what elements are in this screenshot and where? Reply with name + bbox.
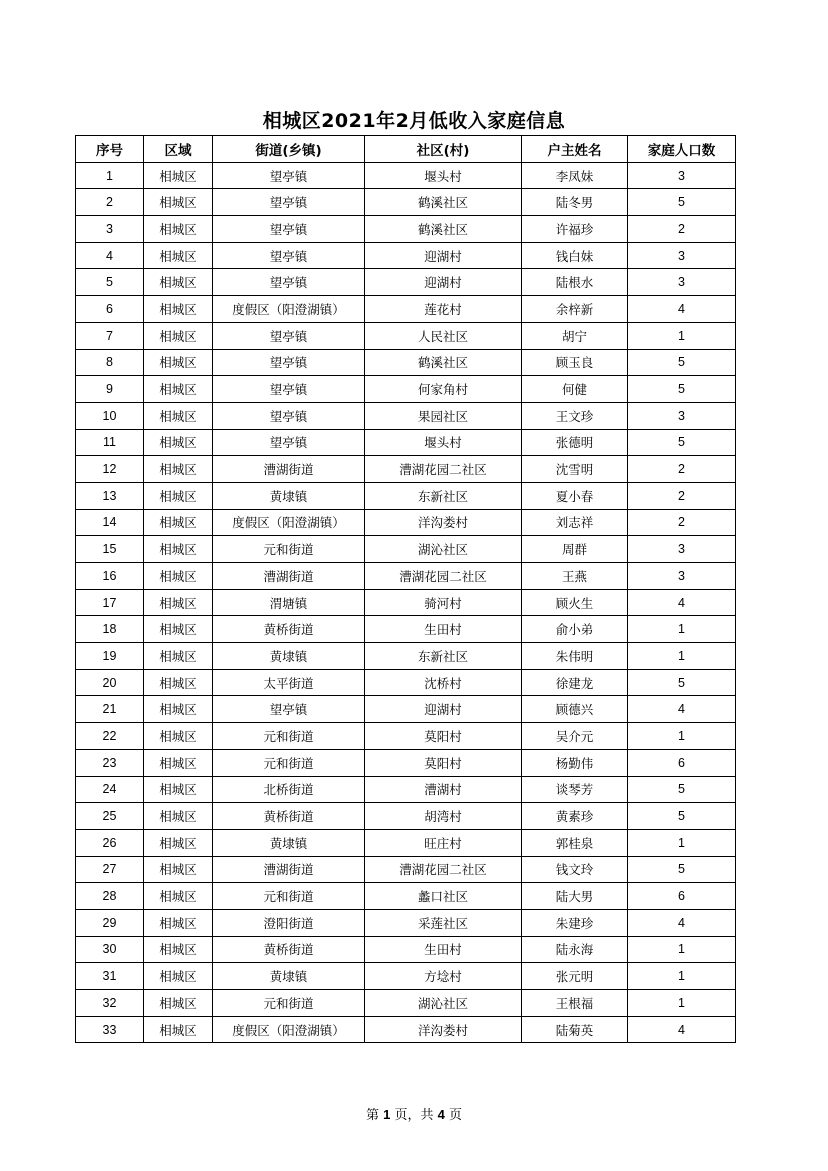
cell-street: 北桥街道 — [213, 776, 365, 803]
cell-index: 16 — [76, 563, 144, 590]
cell-district: 相城区 — [144, 349, 213, 376]
cell-family-size: 3 — [628, 563, 736, 590]
cell-district: 相城区 — [144, 723, 213, 750]
cell-family-size: 1 — [628, 963, 736, 990]
cell-district: 相城区 — [144, 376, 213, 403]
cell-family-size: 1 — [628, 616, 736, 643]
cell-street: 元和街道 — [213, 749, 365, 776]
table-row — [76, 456, 736, 483]
cell-district: 相城区 — [144, 242, 213, 269]
cell-householder: 张元明 — [522, 963, 628, 990]
table-row — [76, 696, 736, 723]
header-street: 街道(乡镇) — [213, 136, 365, 163]
cell-community: 湖沁社区 — [365, 536, 522, 563]
table-row — [76, 269, 736, 296]
cell-family-size: 2 — [628, 456, 736, 483]
cell-district: 相城区 — [144, 936, 213, 963]
cell-family-size: 1 — [628, 723, 736, 750]
cell-family-size: 5 — [628, 669, 736, 696]
cell-householder: 朱伟明 — [522, 643, 628, 670]
cell-index: 4 — [76, 242, 144, 269]
cell-index: 20 — [76, 669, 144, 696]
cell-street: 澄阳街道 — [213, 909, 365, 936]
cell-family-size: 6 — [628, 749, 736, 776]
cell-family-size: 3 — [628, 269, 736, 296]
household-table — [75, 135, 736, 1043]
table-row — [76, 776, 736, 803]
cell-district: 相城区 — [144, 429, 213, 456]
cell-family-size: 2 — [628, 216, 736, 243]
table-row — [76, 162, 736, 189]
cell-family-size: 5 — [628, 776, 736, 803]
cell-family-size: 4 — [628, 296, 736, 323]
cell-district: 相城区 — [144, 963, 213, 990]
cell-householder: 许福珍 — [522, 216, 628, 243]
cell-street: 渭塘镇 — [213, 589, 365, 616]
cell-householder: 夏小春 — [522, 482, 628, 509]
cell-family-size: 5 — [628, 803, 736, 830]
cell-family-size: 1 — [628, 829, 736, 856]
cell-householder: 陆冬男 — [522, 189, 628, 216]
cell-householder: 王根福 — [522, 990, 628, 1017]
cell-householder: 何健 — [522, 376, 628, 403]
cell-community: 鹤溪社区 — [365, 189, 522, 216]
cell-family-size: 3 — [628, 402, 736, 429]
cell-community: 蠡口社区 — [365, 883, 522, 910]
cell-street: 元和街道 — [213, 723, 365, 750]
cell-householder: 张德明 — [522, 429, 628, 456]
table-row — [76, 883, 736, 910]
cell-family-size: 3 — [628, 536, 736, 563]
cell-index: 31 — [76, 963, 144, 990]
cell-street: 黄埭镇 — [213, 963, 365, 990]
cell-householder: 陆永海 — [522, 936, 628, 963]
cell-community: 洋沟娄村 — [365, 1016, 522, 1043]
cell-index: 28 — [76, 883, 144, 910]
cell-index: 6 — [76, 296, 144, 323]
cell-householder: 黄素珍 — [522, 803, 628, 830]
cell-family-size: 5 — [628, 189, 736, 216]
footer-suffix: 页 — [444, 1108, 462, 1123]
cell-street: 黄埭镇 — [213, 643, 365, 670]
cell-community: 方埝村 — [365, 963, 522, 990]
table-row — [76, 563, 736, 590]
cell-family-size: 4 — [628, 1016, 736, 1043]
cell-district: 相城区 — [144, 456, 213, 483]
cell-index: 5 — [76, 269, 144, 296]
cell-community: 迎湖村 — [365, 242, 522, 269]
cell-community: 果园社区 — [365, 402, 522, 429]
cell-householder: 顾玉良 — [522, 349, 628, 376]
cell-district: 相城区 — [144, 829, 213, 856]
table-row — [76, 509, 736, 536]
table-row — [76, 856, 736, 883]
cell-district: 相城区 — [144, 536, 213, 563]
cell-community: 生田村 — [365, 936, 522, 963]
cell-community: 人民社区 — [365, 322, 522, 349]
cell-index: 2 — [76, 189, 144, 216]
cell-index: 29 — [76, 909, 144, 936]
cell-street: 望亭镇 — [213, 269, 365, 296]
cell-index: 19 — [76, 643, 144, 670]
cell-index: 26 — [76, 829, 144, 856]
cell-family-size: 2 — [628, 509, 736, 536]
cell-community: 采莲社区 — [365, 909, 522, 936]
cell-family-size: 1 — [628, 643, 736, 670]
cell-householder: 吴介元 — [522, 723, 628, 750]
table-row — [76, 829, 736, 856]
cell-community: 湖沁社区 — [365, 990, 522, 1017]
cell-community: 洋沟娄村 — [365, 509, 522, 536]
table-row — [76, 189, 736, 216]
table-row — [76, 909, 736, 936]
table-row — [76, 936, 736, 963]
cell-district: 相城区 — [144, 990, 213, 1017]
header-index: 序号 — [76, 136, 144, 163]
cell-householder: 陆菊英 — [522, 1016, 628, 1043]
cell-householder: 谈琴芳 — [522, 776, 628, 803]
cell-street: 度假区（阳澄湖镇） — [213, 509, 365, 536]
cell-householder: 顾德兴 — [522, 696, 628, 723]
cell-family-size: 1 — [628, 936, 736, 963]
cell-householder: 朱建珍 — [522, 909, 628, 936]
table-row — [76, 349, 736, 376]
cell-index: 3 — [76, 216, 144, 243]
cell-family-size: 4 — [628, 909, 736, 936]
cell-community: 堰头村 — [365, 162, 522, 189]
cell-householder: 沈雪明 — [522, 456, 628, 483]
table-row — [76, 376, 736, 403]
cell-community: 漕湖花园二社区 — [365, 456, 522, 483]
cell-district: 相城区 — [144, 776, 213, 803]
cell-community: 骑河村 — [365, 589, 522, 616]
cell-district: 相城区 — [144, 589, 213, 616]
header-householder: 户主姓名 — [522, 136, 628, 163]
table-row — [76, 242, 736, 269]
cell-street: 望亭镇 — [213, 242, 365, 269]
cell-street: 元和街道 — [213, 883, 365, 910]
cell-district: 相城区 — [144, 803, 213, 830]
table-row — [76, 749, 736, 776]
table-row — [76, 669, 736, 696]
cell-district: 相城区 — [144, 162, 213, 189]
cell-street: 黄埭镇 — [213, 482, 365, 509]
cell-householder: 王文珍 — [522, 402, 628, 429]
cell-district: 相城区 — [144, 563, 213, 590]
cell-street: 漕湖街道 — [213, 456, 365, 483]
page-footer — [0, 1104, 828, 1123]
cell-community: 东新社区 — [365, 643, 522, 670]
cell-district: 相城区 — [144, 189, 213, 216]
cell-householder: 李凤妹 — [522, 162, 628, 189]
cell-street: 度假区（阳澄湖镇） — [213, 296, 365, 323]
cell-index: 25 — [76, 803, 144, 830]
table-row — [76, 482, 736, 509]
cell-community: 东新社区 — [365, 482, 522, 509]
header-community: 社区(村) — [365, 136, 522, 163]
cell-family-size: 5 — [628, 429, 736, 456]
cell-family-size: 5 — [628, 856, 736, 883]
cell-street: 太平街道 — [213, 669, 365, 696]
table-row — [76, 616, 736, 643]
cell-householder: 陆根水 — [522, 269, 628, 296]
cell-householder: 顾火生 — [522, 589, 628, 616]
cell-community: 莲花村 — [365, 296, 522, 323]
cell-index: 12 — [76, 456, 144, 483]
cell-district: 相城区 — [144, 482, 213, 509]
cell-householder: 钱文玲 — [522, 856, 628, 883]
cell-street: 望亭镇 — [213, 349, 365, 376]
table-row — [76, 1016, 736, 1043]
table-row — [76, 296, 736, 323]
footer-middle: 页，共 — [390, 1108, 438, 1123]
cell-district: 相城区 — [144, 749, 213, 776]
cell-community: 鹤溪社区 — [365, 349, 522, 376]
cell-family-size: 5 — [628, 349, 736, 376]
cell-district: 相城区 — [144, 322, 213, 349]
table-row — [76, 322, 736, 349]
cell-street: 黄桥街道 — [213, 936, 365, 963]
cell-street: 望亭镇 — [213, 696, 365, 723]
cell-community: 鹤溪社区 — [365, 216, 522, 243]
cell-community: 旺庄村 — [365, 829, 522, 856]
table-row — [76, 216, 736, 243]
cell-street: 望亭镇 — [213, 162, 365, 189]
cell-community: 漕湖花园二社区 — [365, 856, 522, 883]
cell-householder: 王燕 — [522, 563, 628, 590]
cell-index: 33 — [76, 1016, 144, 1043]
cell-householder: 胡宁 — [522, 322, 628, 349]
cell-street: 漕湖街道 — [213, 563, 365, 590]
table-row — [76, 536, 736, 563]
cell-community: 漕湖村 — [365, 776, 522, 803]
table-header-row — [76, 136, 736, 163]
cell-index: 32 — [76, 990, 144, 1017]
cell-street: 度假区（阳澄湖镇） — [213, 1016, 365, 1043]
table-row — [76, 402, 736, 429]
cell-district: 相城区 — [144, 616, 213, 643]
cell-index: 7 — [76, 322, 144, 349]
table-row — [76, 990, 736, 1017]
cell-index: 27 — [76, 856, 144, 883]
cell-community: 何家角村 — [365, 376, 522, 403]
cell-family-size: 1 — [628, 322, 736, 349]
cell-district: 相城区 — [144, 216, 213, 243]
cell-street: 黄桥街道 — [213, 803, 365, 830]
table-row — [76, 803, 736, 830]
cell-district: 相城区 — [144, 669, 213, 696]
cell-householder: 俞小弟 — [522, 616, 628, 643]
cell-community: 生田村 — [365, 616, 522, 643]
cell-district: 相城区 — [144, 1016, 213, 1043]
table-row — [76, 963, 736, 990]
cell-index: 23 — [76, 749, 144, 776]
cell-family-size: 4 — [628, 589, 736, 616]
cell-district: 相城区 — [144, 402, 213, 429]
cell-community: 迎湖村 — [365, 269, 522, 296]
cell-householder: 钱白妹 — [522, 242, 628, 269]
cell-street: 望亭镇 — [213, 322, 365, 349]
cell-district: 相城区 — [144, 509, 213, 536]
cell-district: 相城区 — [144, 883, 213, 910]
cell-community: 漕湖花园二社区 — [365, 563, 522, 590]
cell-householder: 郭桂泉 — [522, 829, 628, 856]
cell-index: 18 — [76, 616, 144, 643]
cell-district: 相城区 — [144, 643, 213, 670]
cell-community: 迎湖村 — [365, 696, 522, 723]
cell-street: 元和街道 — [213, 536, 365, 563]
cell-district: 相城区 — [144, 696, 213, 723]
cell-index: 14 — [76, 509, 144, 536]
cell-district: 相城区 — [144, 269, 213, 296]
cell-street: 望亭镇 — [213, 189, 365, 216]
cell-district: 相城区 — [144, 296, 213, 323]
cell-householder: 余梓新 — [522, 296, 628, 323]
cell-street: 望亭镇 — [213, 376, 365, 403]
cell-family-size: 4 — [628, 696, 736, 723]
cell-householder: 徐建龙 — [522, 669, 628, 696]
page-title: 相城区2021年2月低收入家庭信息 — [262, 110, 566, 132]
cell-index: 10 — [76, 402, 144, 429]
cell-family-size: 3 — [628, 162, 736, 189]
cell-index: 11 — [76, 429, 144, 456]
cell-district: 相城区 — [144, 909, 213, 936]
cell-index: 30 — [76, 936, 144, 963]
cell-index: 22 — [76, 723, 144, 750]
cell-street: 漕湖街道 — [213, 856, 365, 883]
cell-street: 黄埭镇 — [213, 829, 365, 856]
cell-community: 胡湾村 — [365, 803, 522, 830]
table-row — [76, 589, 736, 616]
table-row — [76, 723, 736, 750]
cell-street: 黄桥街道 — [213, 616, 365, 643]
cell-index: 24 — [76, 776, 144, 803]
cell-community: 沈桥村 — [365, 669, 522, 696]
table-row — [76, 429, 736, 456]
cell-householder: 刘志祥 — [522, 509, 628, 536]
cell-index: 13 — [76, 482, 144, 509]
cell-family-size: 2 — [628, 482, 736, 509]
cell-community: 莫阳村 — [365, 723, 522, 750]
footer-page-number: 1 — [383, 1107, 391, 1122]
cell-family-size: 6 — [628, 883, 736, 910]
footer-total-pages: 4 — [437, 1107, 445, 1122]
cell-index: 21 — [76, 696, 144, 723]
cell-community: 莫阳村 — [365, 749, 522, 776]
cell-householder: 陆大男 — [522, 883, 628, 910]
cell-index: 1 — [76, 162, 144, 189]
cell-index: 8 — [76, 349, 144, 376]
cell-family-size: 1 — [628, 990, 736, 1017]
header-district: 区域 — [144, 136, 213, 163]
cell-householder: 杨勤伟 — [522, 749, 628, 776]
cell-district: 相城区 — [144, 856, 213, 883]
cell-householder: 周群 — [522, 536, 628, 563]
cell-family-size: 5 — [628, 376, 736, 403]
cell-index: 9 — [76, 376, 144, 403]
header-family-size: 家庭人口数 — [628, 136, 736, 163]
cell-street: 望亭镇 — [213, 216, 365, 243]
cell-index: 17 — [76, 589, 144, 616]
cell-street: 元和街道 — [213, 990, 365, 1017]
table-row — [76, 643, 736, 670]
cell-family-size: 3 — [628, 242, 736, 269]
footer-prefix: 第 — [365, 1108, 384, 1123]
cell-index: 15 — [76, 536, 144, 563]
cell-street: 望亭镇 — [213, 402, 365, 429]
cell-street: 望亭镇 — [213, 429, 365, 456]
cell-community: 堰头村 — [365, 429, 522, 456]
